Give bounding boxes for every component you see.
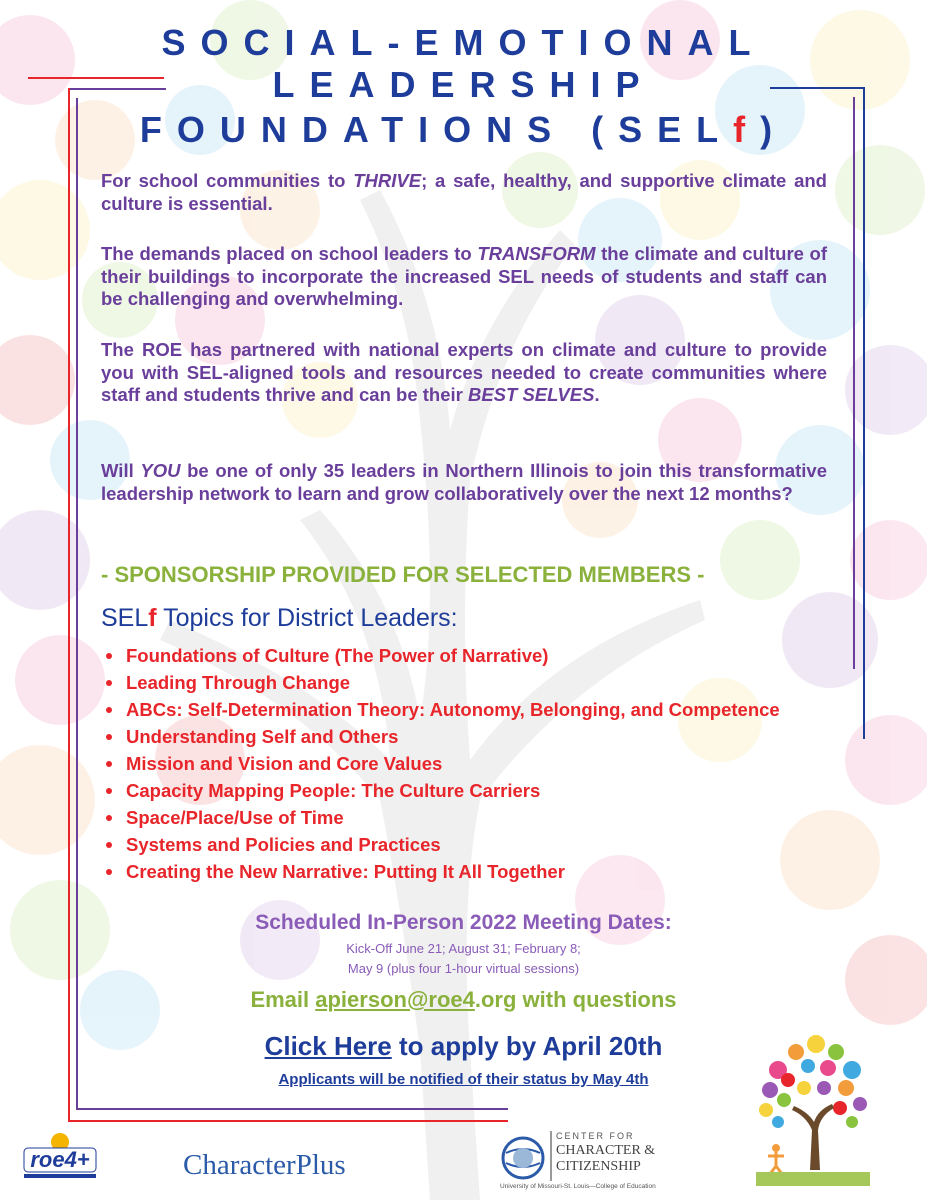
bullet-icon [106,869,112,875]
list-item: Mission and Vision and Core Values [101,750,861,777]
title-line-3: FOUNDATIONS (SELf) [139,109,788,150]
paragraph-partnership: The ROE has partnered with national experts on climate and culture to provide you with SEL-aligned tools and resources needed to create communities where staff and students thrive and can be their BEST SELVES. [101,339,827,405]
email-line: Email apierson@roe4.org with questions [250,987,677,1012]
list-item: ABCs: Self-Determination Theory: Autonomy, Belonging, and Competence [101,696,861,723]
bullet-icon [106,653,112,659]
notification-link[interactable]: Applicants will be notified of their status by May 4th [278,1071,649,1088]
list-item: Creating the New Narrative: Putting It All Together [101,858,861,885]
center-line-2: CHARACTER & [556,1143,656,1158]
page-title [0,22,927,151]
list-item: Foundations of Culture (The Power of Narrative) [101,642,861,669]
frame-line-right-outer [863,87,865,739]
schedule-heading: Scheduled In-Person 2022 Meeting Dates: [255,911,672,934]
bullet-icon [106,788,112,794]
globe-icon [500,1135,546,1181]
center-line-1: CENTER FOR [556,1131,635,1141]
bullet-icon [106,842,112,848]
schedule-line-2: May 9 (plus four 1-hour virtual sessions) [347,961,580,976]
list-item: Capacity Mapping People: The Culture Carriers [101,777,861,804]
center-for-character-logo [500,1125,730,1195]
sel-tree-logo [748,1030,878,1190]
frame-line-bottom-left [68,1120,508,1122]
topics-heading: SELf Topics for District Leaders: [101,604,458,632]
frame-line-bottom-left-inner [76,1108,508,1110]
schedule-line-1: Kick-Off June 21; August 31; February 8; [346,941,581,956]
sel-tree-logo-graphic [748,1030,878,1190]
bullet-icon [106,815,112,821]
characterplus-logo: CharacterPlus [183,1149,346,1181]
center-line-3: CITIZENSHIP [556,1159,641,1174]
topics-list [101,642,861,885]
bullet-icon [106,680,112,686]
paragraph-invitation: Will YOU be one of only 35 leaders in Northern Illinois to join this transformative leadership network to learn and grow collaboratively over the next 12 months? [101,460,827,504]
click-here-link[interactable]: Click Here [264,1031,392,1061]
roe4-logo [20,1128,100,1188]
roe4-logo-text: roe4+ [30,1147,90,1172]
logo-divider [550,1131,552,1181]
paragraph-thrive: For school communities to THRIVE; a safe, healthy, and supportive climate and culture is essential. [101,170,827,214]
paragraph-transform: The demands placed on school leaders to TRANSFORM the climate and culture of their buildings to incorporate the increased SEL needs of students and staff can be challenging and overwhelming. [101,243,827,309]
list-item: Leading Through Change [101,669,861,696]
list-item: Systems and Policies and Practices [101,831,861,858]
bullet-icon [106,707,112,713]
apply-line: Click Here to apply by April 20th [264,1031,663,1061]
center-subtitle: University of Missouri-St. Louis—College of Education [500,1183,656,1190]
title-line-2: LEADERSHIP [272,64,655,105]
email-link[interactable]: apierson@roe4 [315,987,475,1012]
list-item: Understanding Self and Others [101,723,861,750]
bullet-icon [106,761,112,767]
title-line-1: SOCIAL-EMOTIONAL [161,22,766,63]
bullet-icon [106,734,112,740]
list-item: Space/Place/Use of Time [101,804,861,831]
sponsorship-banner: - SPONSORSHIP PROVIDED FOR SELECTED MEMBERS - [101,562,705,587]
